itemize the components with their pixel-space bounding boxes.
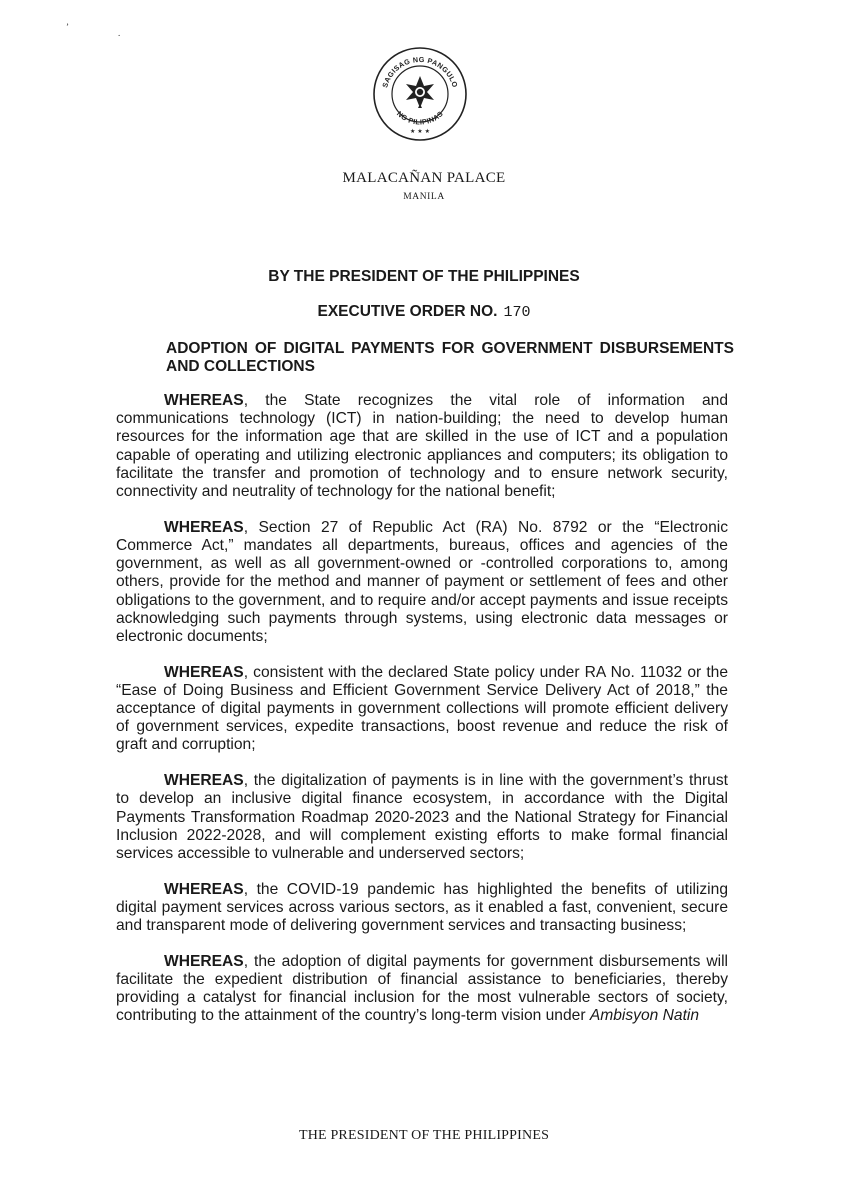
whereas-paragraph [116, 664, 728, 755]
order-heading [0, 303, 848, 321]
order-title: ADOPTION OF DIGITAL PAYMENTS FOR GOVERNMENT DISBURSEMENTS AND COLLECTIONS [166, 340, 734, 375]
whereas-lead: WHEREAS [164, 880, 244, 898]
palace-name: MALACAÑAN PALACE [342, 170, 506, 186]
page-footer: THE PRESIDENT OF THE PHILIPPINES [298, 1128, 550, 1143]
whereas-text: , the COVID-19 pandemic has highlighted the benefits of utilizing digital payment services across various sectors, as it enabled a fast, convenient, secure and transparent mode of delivering government services and transacting business; [116, 880, 728, 935]
scan-speck: ’ [66, 22, 69, 32]
seal-top-text: SAGISAG NG PANGULO [380, 54, 460, 89]
whereas-lead: WHEREAS [164, 663, 244, 681]
whereas-paragraph [116, 519, 728, 646]
scan-speck: . [118, 28, 121, 38]
whereas-lead: WHEREAS [164, 392, 244, 409]
whereas-paragraph [116, 392, 728, 501]
order-label: EXECUTIVE ORDER NO. [317, 303, 498, 320]
whereas-italic-text: Ambisyon Natin [589, 1007, 700, 1025]
whereas-lead: WHEREAS [164, 518, 244, 536]
whereas-paragraph [116, 953, 728, 1026]
whereas-text: , Section 27 of Republic Act (RA) No. 8792 or the “Electronic Commerce Act,” mandates all departments, bureaus, offices and agencies of the government, as well as all government-owned or -controlled corporations to, among others, provide for the method and manner of payment or settlement of fees and other obligations to the government, and to require and/or accept payments and issue receipts acknowledging such payments through systems, using electronic data messages or electronic documents; [116, 518, 728, 645]
order-number: 170 [503, 304, 531, 321]
whereas-text: , the adoption of digital payments for government disbursements will facilitate the expedient distribution of financial assistance to beneficiaries, thereby providing a catalyst for financial inclusion for the most vulnerable sectors of society, contributing to the attainment of the country’s long-term vision under [116, 952, 728, 1025]
svg-text:★ ★ ★: ★ ★ ★ [410, 128, 430, 135]
whereas-lead: WHEREAS [164, 772, 244, 790]
presidential-seal-icon [372, 46, 468, 142]
whereas-lead: WHEREAS [164, 952, 244, 970]
seal-bottom-text: NG PILIPINAS [394, 109, 446, 127]
city-name: MANILA [403, 192, 445, 202]
whereas-paragraph [116, 881, 728, 936]
order-body [116, 392, 728, 1043]
issuer-heading: BY THE PRESIDENT OF THE PHILIPPINES [268, 268, 580, 285]
whereas-text: , the digitalization of payments is in line with the government’s thrust to develop an inclusive digital finance ecosystem, in accordance with the Digital Payments Transformation Roadmap 2020-2023 and the National Strategy for Financial Inclusion 2022-2028, and will complement existing efforts to make formal financial services accessible to vulnerable and underserved sectors; [116, 772, 728, 862]
whereas-text: , the State recognizes the vital role of information and communications technology (ICT) in nation-building; the need to develop human resources for the information age that are skilled in the use of ICT and a population capable of operating and utilizing electronic appliances and computers; its obligation to facilitate the transfer and promotion of technology and to ensure network security, connectivity and neutrality of technology for the national benefit; [116, 392, 728, 501]
whereas-paragraph [116, 772, 728, 863]
whereas-text: , consistent with the declared State policy under RA No. 11032 or the “Ease of Doing Business and Efficient Government Service Delivery Act of 2018,” the acceptance of digital payments in government collections will promote efficient delivery of government services, expedite transactions, boost revenue and reduce the risk of graft and corruption; [116, 663, 728, 754]
svg-text:NG PILIPINAS [395, 109, 445, 127]
